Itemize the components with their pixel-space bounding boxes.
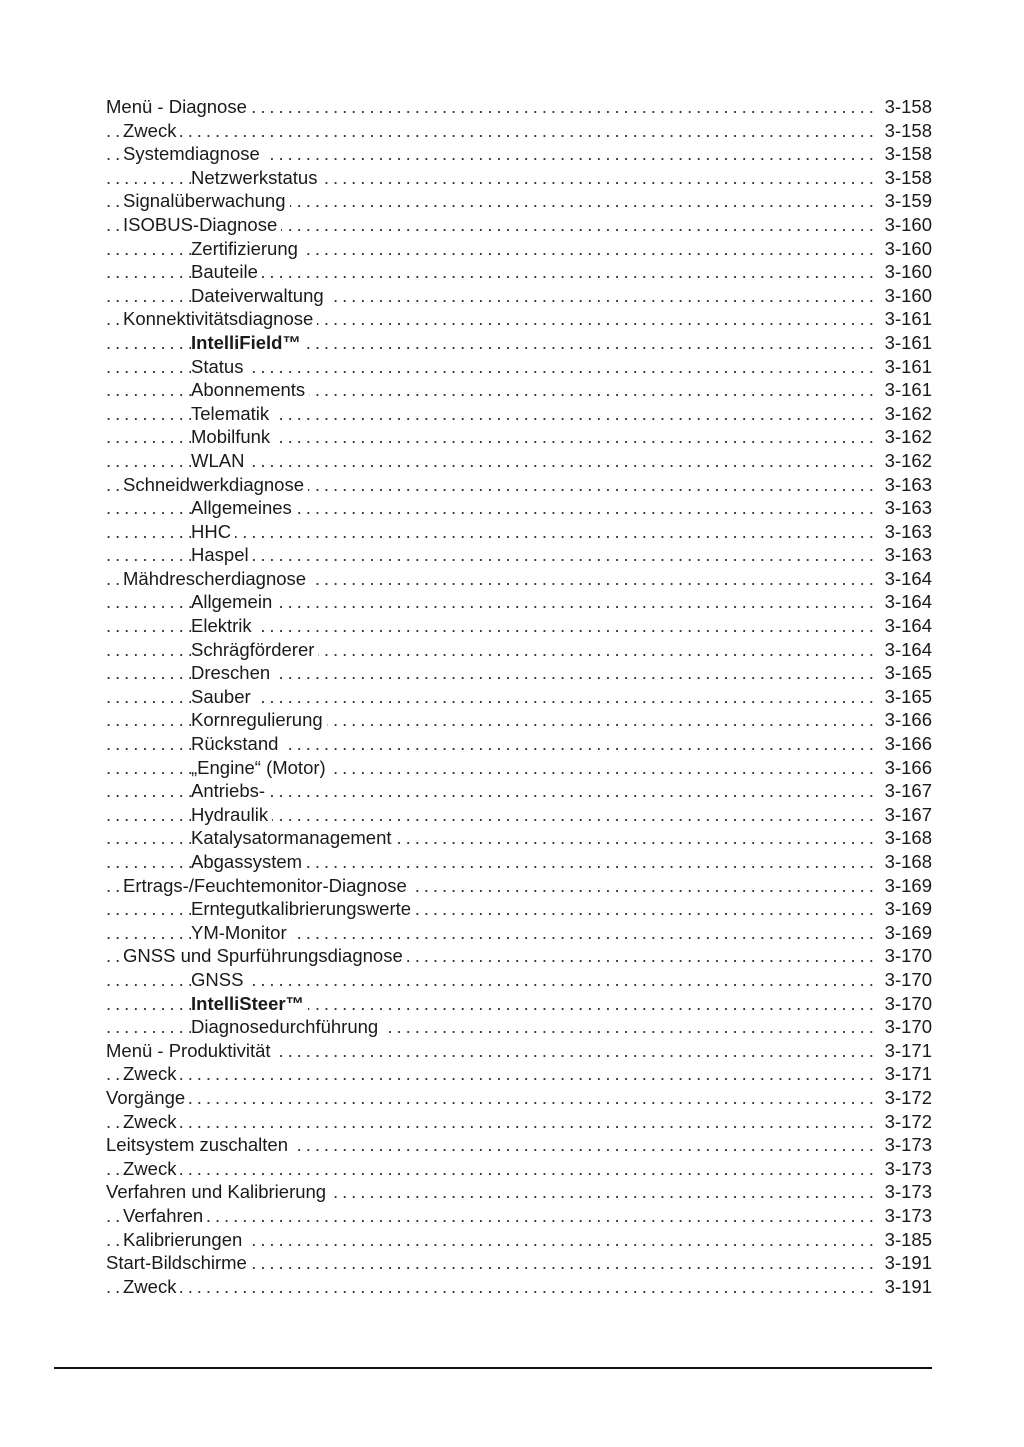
toc-entry-page: 3-185 — [879, 1228, 932, 1252]
toc-entry[interactable] — [106, 213, 932, 237]
toc-entry-title: Diagnosedurchführung — [191, 1016, 382, 1037]
toc-entry-title: Dreschen — [191, 662, 274, 683]
toc-entry-page: 3-163 — [879, 520, 932, 544]
toc-entry[interactable] — [106, 921, 932, 945]
toc-entry[interactable] — [106, 732, 932, 756]
toc-entry[interactable] — [106, 142, 932, 166]
toc-entry[interactable] — [106, 1039, 932, 1063]
toc-entry-title: Kornregulierung — [191, 709, 327, 730]
toc-entry-page: 3-172 — [879, 1086, 932, 1110]
toc-entry-page: 3-173 — [879, 1180, 932, 1204]
toc-entry-title: Verfahren und Kalibrierung — [106, 1181, 330, 1202]
toc-entry[interactable] — [106, 355, 932, 379]
dot-leader — [106, 1275, 932, 1299]
toc-entry[interactable] — [106, 803, 932, 827]
toc-entry-page: 3-171 — [879, 1039, 932, 1063]
toc-entry[interactable] — [106, 449, 932, 473]
toc-entry[interactable] — [106, 1204, 932, 1228]
toc-entry-title: Schrägförderer — [191, 639, 318, 660]
toc-entry-page: 3-161 — [879, 355, 932, 379]
toc-entry-page: 3-169 — [879, 897, 932, 921]
toc-entry-title: „Engine“ (Motor) — [191, 757, 330, 778]
toc-entry[interactable] — [106, 95, 932, 119]
toc-entry[interactable] — [106, 1015, 932, 1039]
toc-entry[interactable] — [106, 1110, 932, 1134]
toc-entry[interactable] — [106, 1133, 932, 1157]
toc-entry-title: Allgemein — [191, 591, 276, 612]
toc-entry-title: Konnektivitätsdiagnose — [123, 308, 317, 329]
toc-entry[interactable] — [106, 119, 932, 143]
toc-entry-page: 3-171 — [879, 1062, 932, 1086]
toc-entry-title: Abgassystem — [191, 851, 306, 872]
toc-entry-title: Bauteile — [191, 261, 262, 282]
dot-leader — [106, 1086, 932, 1110]
footer-rule — [54, 1367, 932, 1369]
toc-entry-title: Schneidwerkdiagnose — [123, 474, 308, 495]
toc-entry-page: 3-166 — [879, 708, 932, 732]
toc-entry-page: 3-172 — [879, 1110, 932, 1134]
toc-entry-title: Erntegutkalibrierungswerte — [191, 898, 415, 919]
toc-entry-page: 3-162 — [879, 449, 932, 473]
toc-entry[interactable] — [106, 520, 932, 544]
toc-entry[interactable] — [106, 661, 932, 685]
toc-entry[interactable] — [106, 284, 932, 308]
toc-entry-title: Vorgänge — [106, 1087, 189, 1108]
toc-entry[interactable] — [106, 826, 932, 850]
toc-entry-title: Signalüberwachung — [123, 190, 290, 211]
toc-entry[interactable] — [106, 473, 932, 497]
toc-entry-page: 3-160 — [879, 213, 932, 237]
toc-entry-title: Rückstand — [191, 733, 282, 754]
toc-entry-title: Netzwerkstatus — [191, 167, 321, 188]
toc-entry-title: GNSS und Spurführungsdiagnose — [123, 945, 407, 966]
toc-entry-title: Haspel — [191, 544, 253, 565]
toc-entry-title: Zweck — [123, 1158, 180, 1179]
toc-entry-title: IntelliSteer™ — [191, 993, 308, 1014]
toc-entry-page: 3-168 — [879, 826, 932, 850]
toc-entry[interactable] — [106, 1062, 932, 1086]
toc-entry[interactable] — [106, 425, 932, 449]
toc-entry[interactable] — [106, 685, 932, 709]
toc-entry-page: 3-167 — [879, 779, 932, 803]
dot-leader — [106, 119, 932, 143]
toc-entry-page: 3-158 — [879, 142, 932, 166]
toc-entry-page: 3-160 — [879, 260, 932, 284]
toc-entry[interactable] — [106, 496, 932, 520]
toc-entry-page: 3-160 — [879, 237, 932, 261]
toc-entry[interactable] — [106, 968, 932, 992]
toc-entry-title: ISOBUS-Diagnose — [123, 214, 281, 235]
table-of-contents — [106, 95, 932, 1298]
toc-entry[interactable] — [106, 378, 932, 402]
toc-entry-title: Zweck — [123, 1063, 180, 1084]
toc-entry[interactable] — [106, 779, 932, 803]
toc-entry-title: Antriebs- — [191, 780, 269, 801]
toc-entry-page: 3-161 — [879, 378, 932, 402]
toc-entry-page: 3-170 — [879, 992, 932, 1016]
dot-leader — [106, 1110, 932, 1134]
toc-entry-page: 3-158 — [879, 95, 932, 119]
toc-entry-page: 3-160 — [879, 284, 932, 308]
toc-entry[interactable] — [106, 614, 932, 638]
toc-entry-title: Hydraulik — [191, 804, 272, 825]
toc-entry-title: Start-Bildschirme — [106, 1252, 251, 1273]
toc-entry-title: Elektrik — [191, 615, 256, 636]
toc-entry[interactable] — [106, 1251, 932, 1275]
toc-entry-title: Zweck — [123, 1111, 180, 1132]
toc-entry[interactable] — [106, 402, 932, 426]
toc-entry-page: 3-163 — [879, 496, 932, 520]
toc-entry-title: Abonnements — [191, 379, 309, 400]
dot-leader — [106, 1157, 932, 1181]
toc-entry-title: IntelliField™ — [191, 332, 305, 353]
toc-entry-title: GNSS — [191, 969, 247, 990]
toc-entry-page: 3-158 — [879, 166, 932, 190]
toc-entry-page: 3-159 — [879, 189, 932, 213]
toc-entry-title: Sauber — [191, 686, 255, 707]
toc-entry-page: 3-191 — [879, 1275, 932, 1299]
toc-entry-title: Mobilfunk — [191, 426, 274, 447]
toc-entry[interactable] — [106, 590, 932, 614]
toc-entry-page: 3-173 — [879, 1204, 932, 1228]
toc-entry-title: Systemdiagnose — [123, 143, 264, 164]
toc-entry-page: 3-173 — [879, 1157, 932, 1181]
toc-entry-page: 3-164 — [879, 567, 932, 591]
toc-entry-page: 3-164 — [879, 638, 932, 662]
toc-entry-page: 3-169 — [879, 921, 932, 945]
toc-entry-title: Verfahren — [123, 1205, 207, 1226]
toc-entry-page: 3-170 — [879, 944, 932, 968]
toc-entry[interactable] — [106, 1180, 932, 1204]
toc-entry[interactable] — [106, 897, 932, 921]
toc-entry[interactable] — [106, 874, 932, 898]
toc-entry-page: 3-161 — [879, 331, 932, 355]
toc-entry-title: YM-Monitor — [191, 922, 291, 943]
toc-entry-page: 3-169 — [879, 874, 932, 898]
toc-entry-page: 3-166 — [879, 732, 932, 756]
toc-entry-page: 3-163 — [879, 543, 932, 567]
toc-entry-page: 3-161 — [879, 307, 932, 331]
toc-entry-page: 3-158 — [879, 119, 932, 143]
toc-entry[interactable] — [106, 756, 932, 780]
toc-entry-page: 3-165 — [879, 661, 932, 685]
toc-entry[interactable] — [106, 1275, 932, 1299]
toc-entry-title: Zweck — [123, 1276, 180, 1297]
toc-entry[interactable] — [106, 944, 932, 968]
toc-entry-page: 3-173 — [879, 1133, 932, 1157]
toc-entry[interactable] — [106, 260, 932, 284]
toc-entry-page: 3-164 — [879, 614, 932, 638]
toc-entry-title: Zweck — [123, 120, 180, 141]
toc-entry[interactable] — [106, 708, 932, 732]
toc-entry-page: 3-164 — [879, 590, 932, 614]
toc-entry-page: 3-170 — [879, 1015, 932, 1039]
toc-entry-page: 3-170 — [879, 968, 932, 992]
toc-entry[interactable] — [106, 307, 932, 331]
toc-entry-title: Allgemeines — [191, 497, 296, 518]
toc-entry[interactable] — [106, 1157, 932, 1181]
toc-entry-title: Menü - Produktivität — [106, 1040, 275, 1061]
toc-entry-title: Dateiverwaltung — [191, 285, 328, 306]
toc-entry-title: Telematik — [191, 403, 273, 424]
toc-entry-page: 3-163 — [879, 473, 932, 497]
toc-entry[interactable] — [106, 567, 932, 591]
toc-entry-title: WLAN — [191, 450, 248, 471]
toc-entry[interactable] — [106, 992, 932, 1016]
toc-entry-page: 3-162 — [879, 425, 932, 449]
toc-entry-title: Kalibrierungen — [123, 1229, 246, 1250]
toc-entry-title: Ertrags-/Feuchtemonitor-Diagnose — [123, 875, 411, 896]
dot-leader — [106, 1062, 932, 1086]
toc-entry-title: Zertifizierung — [191, 238, 302, 259]
toc-entry-title: HHC — [191, 521, 235, 542]
toc-entry[interactable] — [106, 189, 932, 213]
toc-entry[interactable] — [106, 638, 932, 662]
toc-entry-title: Leitsystem zuschalten — [106, 1134, 292, 1155]
toc-entry-page: 3-191 — [879, 1251, 932, 1275]
toc-entry-page: 3-166 — [879, 756, 932, 780]
toc-entry-page: 3-167 — [879, 803, 932, 827]
toc-entry[interactable] — [106, 237, 932, 261]
toc-entry-title: Katalysatormanagement — [191, 827, 396, 848]
toc-entry[interactable] — [106, 1086, 932, 1110]
toc-entry-page: 3-162 — [879, 402, 932, 426]
toc-entry[interactable] — [106, 543, 932, 567]
dot-leader — [106, 1204, 932, 1228]
toc-entry[interactable] — [106, 1228, 932, 1252]
toc-entry-page: 3-165 — [879, 685, 932, 709]
toc-entry-page: 3-168 — [879, 850, 932, 874]
toc-entry[interactable] — [106, 166, 932, 190]
toc-entry-title: Mähdrescherdiagnose — [123, 568, 310, 589]
toc-entry[interactable] — [106, 850, 932, 874]
toc-entry-title: Status — [191, 356, 247, 377]
toc-entry-title: Menü - Diagnose — [106, 96, 251, 117]
toc-entry[interactable] — [106, 331, 932, 355]
